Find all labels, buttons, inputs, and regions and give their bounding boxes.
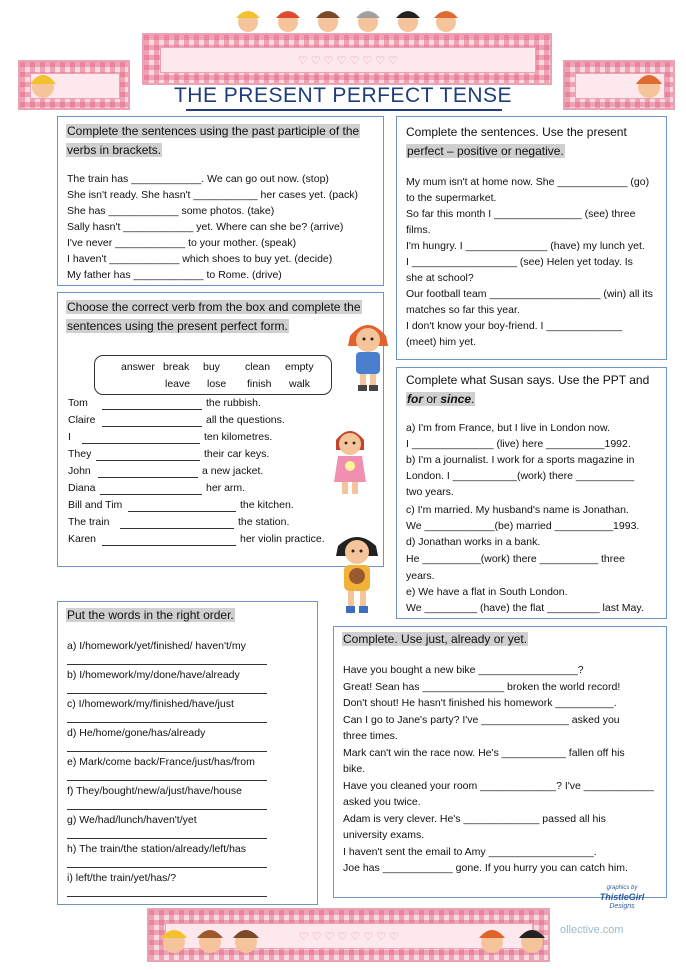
- exercise-2-line: to the supermarket.: [406, 192, 497, 204]
- exercise-6-line: Adam is very clever. He's _____________ passed all his: [343, 813, 606, 825]
- exercise-2-line: I'm hungry. I ______________ (have) my lunch yet.: [406, 240, 645, 252]
- answer-blank: [100, 494, 202, 495]
- instruction-period: .: [471, 392, 475, 406]
- answer-blank: [67, 867, 267, 868]
- header-banner-center: [160, 47, 536, 73]
- page-title: THE PRESENT PERFECT TENSE: [173, 84, 513, 107]
- kids-faces-bottom-right-illustration: [470, 918, 560, 958]
- exercise-5-item: i) left/the train/yet/has/?: [67, 872, 177, 884]
- exercise-3-rest: ten kilometres.: [204, 431, 273, 443]
- exercise-6-line: asked you twice.: [343, 796, 421, 808]
- exercise-4-instruction: [406, 371, 664, 409]
- exercise-4-line: I ______________ (live) here __________1992.: [406, 438, 631, 450]
- logo-line1: graphics by: [606, 885, 638, 891]
- exercise-4-line: e) We have a flat in South London.: [406, 586, 568, 598]
- exercise-4-line: We ____________(be) married __________1993.: [406, 520, 640, 532]
- exercise-3-subject: John: [68, 465, 91, 477]
- exercise-3-subject: Karen: [68, 533, 97, 545]
- exercise-1-sentence: She has ____________ some photos. (take): [67, 205, 275, 217]
- exercise-4-line: b) I'm a journalist. I work for a sports magazine in: [406, 454, 635, 466]
- answer-blank: [96, 460, 200, 461]
- answer-blank: [82, 443, 200, 444]
- exercise-2-box: [396, 116, 667, 360]
- verb-word: answer: [121, 361, 155, 373]
- answer-blank: [67, 780, 267, 781]
- exercise-3-subject: Diana: [68, 482, 96, 494]
- exercise-3-subject: The train: [68, 516, 110, 528]
- exercise-4-line: two years.: [406, 486, 454, 498]
- exercise-3-subject: Claire: [68, 414, 96, 426]
- exercise-5-item: h) The train/the station/already/left/has: [67, 843, 246, 855]
- exercise-5-item: c) I/homework/my/finished/have/just: [67, 698, 234, 710]
- verb-word: empty: [285, 361, 314, 373]
- exercise-4-line: years.: [406, 570, 435, 582]
- answer-blank: [67, 664, 267, 665]
- answer-blank: [102, 409, 202, 410]
- exercise-2-instruction: [406, 123, 662, 161]
- answer-blank: [67, 896, 267, 897]
- kids-faces-bottom-left-illustration: [156, 918, 266, 958]
- exercise-4-line: c) I'm married. My husband's name is Jonathan.: [406, 504, 629, 516]
- exercise-6-line: Have you bought a new bike _________________?: [343, 664, 584, 676]
- kids-faces-top-illustration: [226, 4, 466, 36]
- exercise-1-instruction-line2: verbs in brackets.: [67, 143, 162, 157]
- thistlegirl-logo: [592, 884, 652, 911]
- exercise-1-sentence: The train has ____________. We can go out now. (stop): [67, 173, 329, 185]
- exercise-4-line: We _________ (have) the flat _________ last May.: [406, 602, 644, 614]
- exercise-2-line: films.: [406, 224, 431, 236]
- exercise-4-line: He __________(work) there __________ three: [406, 553, 625, 565]
- answer-blank: [102, 426, 202, 427]
- exercise-1-sentence: She isn't ready. She hasn't ___________ her cases yet. (pack): [67, 189, 358, 201]
- exercise-6-line: three times.: [343, 730, 398, 742]
- exercise-2-instruction-line1: Complete the sentences. Use the present: [406, 125, 627, 139]
- exercise-5-item: e) Mark/come back/France/just/has/from: [67, 756, 255, 768]
- answer-blank: [120, 528, 234, 529]
- verb-word: walk: [289, 378, 311, 390]
- exercise-1-instruction-line1: Complete the sentences using the past participle of the: [67, 124, 360, 138]
- exercise-1-instruction: [66, 122, 378, 160]
- exercise-2-line: Our football team ___________________ (win) all its: [406, 288, 653, 300]
- exercise-1-sentence: I haven't ____________ which shoes to buy yet. (decide): [67, 253, 333, 265]
- verb-word: leave: [165, 378, 191, 390]
- exercise-3-subject: Tom: [68, 397, 88, 409]
- girl-teddy-bear-illustration: [334, 532, 380, 616]
- answer-blank: [98, 477, 198, 478]
- keyword-since: since: [440, 392, 472, 406]
- verb-word: buy: [203, 361, 220, 373]
- exercise-4-instruction-line2: [406, 392, 475, 406]
- exercise-2-line: My mum isn't at home now. She ____________ (go): [406, 176, 650, 188]
- verb-word: break: [163, 361, 190, 373]
- exercise-2-line: I __________________ (see) Helen yet today. Is: [406, 256, 633, 268]
- exercise-6-line: Don't shout! He hasn't finished his homework __________.: [343, 697, 617, 709]
- title-underline: [186, 109, 502, 111]
- exercise-3-rest: the station.: [238, 516, 290, 528]
- verb-word: finish: [247, 378, 272, 390]
- exercise-5-instruction: [66, 606, 312, 625]
- exercise-6-line: I haven't sent the email to Amy __________________.: [343, 846, 597, 858]
- logo-line3: Designs: [609, 903, 635, 910]
- keyword-or: or: [423, 392, 441, 406]
- header-gingham-banner: [142, 33, 552, 85]
- verb-word-box: [94, 355, 332, 395]
- exercise-6-line: Can I go to Jane's party? I've _______________ asked you: [343, 714, 620, 726]
- exercise-3-rest: the kitchen.: [240, 499, 294, 511]
- logo-line2: ThistleGirl: [599, 892, 645, 902]
- girl-red-hair-illustration: [344, 318, 392, 394]
- exercise-6-line: Great! Sean has ______________ broken the world record!: [343, 681, 621, 693]
- answer-blank: [67, 809, 267, 810]
- exercise-2-line: she at school?: [406, 272, 474, 284]
- exercise-3-instruction: [66, 298, 380, 336]
- exercise-3-subject: Bill and Tim: [68, 499, 123, 511]
- exercise-3-rest: the rubbish.: [206, 397, 261, 409]
- exercise-2-line: matches so far this year.: [406, 304, 520, 316]
- exercise-3-rest: all the questions.: [206, 414, 285, 426]
- exercise-4-box: [396, 367, 667, 619]
- answer-blank: [67, 751, 267, 752]
- exercise-2-line: (meet) him yet.: [406, 336, 477, 348]
- exercise-5-instruction-text: Put the words in the right order.: [67, 608, 234, 622]
- exercise-5-item: f) They/bought/new/a/just/have/house: [67, 785, 242, 797]
- exercise-6-line: university exams.: [343, 829, 425, 841]
- exercise-5-box: [57, 601, 318, 905]
- exercise-4-line: d) Jonathan works in a bank.: [406, 536, 541, 548]
- exercise-2-instruction-line2: perfect – positive or negative.: [407, 144, 564, 158]
- exercise-6-line: Mark can't win the race now. He's ___________ fallen off his: [343, 747, 625, 759]
- exercise-3-rest: her arm.: [206, 482, 246, 494]
- keyword-for: for: [407, 392, 423, 406]
- exercise-2-line: So far this month I _______________ (see) three: [406, 208, 636, 220]
- answer-blank: [67, 838, 267, 839]
- exercise-5-item: a) I/homework/yet/finished/ haven't/my: [67, 640, 246, 652]
- exercise-6-instruction: [342, 630, 662, 649]
- exercise-6-line: Have you cleaned your room _____________? I've ____________: [343, 780, 654, 792]
- answer-blank: [67, 693, 267, 694]
- exercise-3-instruction-line1: Choose the correct verb from the box and complete the: [67, 300, 361, 314]
- exercise-6-box: [333, 626, 667, 898]
- exercise-5-item: d) He/home/gone/has/already: [67, 727, 206, 739]
- exercise-1-sentence: I've never ____________ to your mother. (speak): [67, 237, 297, 249]
- exercise-2-line: I don't know your boy-friend. I _____________: [406, 320, 623, 332]
- answer-blank: [67, 722, 267, 723]
- exercise-4-line: a) I'm from France, but I live in London now.: [406, 422, 610, 434]
- exercise-5-item: g) We/had/lunch/haven't/yet: [67, 814, 197, 826]
- answer-blank: [128, 511, 236, 512]
- exercise-1-box: [57, 116, 384, 286]
- exercise-6-line: Joe has ____________ gone. If you hurry you can catch him.: [343, 862, 628, 874]
- exercise-6-instruction-text: Complete. Use just, already or yet.: [343, 632, 528, 646]
- girl-flowers-illustration: [328, 424, 372, 500]
- exercise-3-instruction-line2: sentences using the present perfect form.: [67, 319, 288, 333]
- exercise-3-subject: I: [68, 431, 71, 443]
- exercise-5-item: b) I/homework/my/done/have/already: [67, 669, 240, 681]
- watermark-text: ollective.com: [560, 924, 624, 936]
- footer-banner-hearts: ♡ ♡ ♡ ♡ ♡ ♡ ♡ ♡: [298, 930, 400, 943]
- answer-blank: [102, 545, 236, 546]
- exercise-1-sentence: My father has ____________ to Rome. (drive): [67, 269, 282, 281]
- exercise-3-rest: her violin practice.: [240, 533, 325, 545]
- exercise-3-rest: a new jacket.: [202, 465, 264, 477]
- header-banner-hearts: ♡ ♡ ♡ ♡ ♡ ♡ ♡ ♡: [297, 54, 399, 67]
- verb-word: clean: [245, 361, 271, 373]
- exercise-4-line: London. I ___________(work) there __________: [406, 470, 635, 482]
- exercise-4-instruction-line1: Complete what Susan says. Use the PPT and: [406, 373, 650, 387]
- verb-word: lose: [207, 378, 227, 390]
- exercise-6-line: bike.: [343, 763, 366, 775]
- exercise-3-subject: They: [68, 448, 92, 460]
- exercise-1-sentence: Sally hasn't ____________ yet. Where can she be? (arrive): [67, 221, 344, 233]
- exercise-3-rest: their car keys.: [204, 448, 270, 460]
